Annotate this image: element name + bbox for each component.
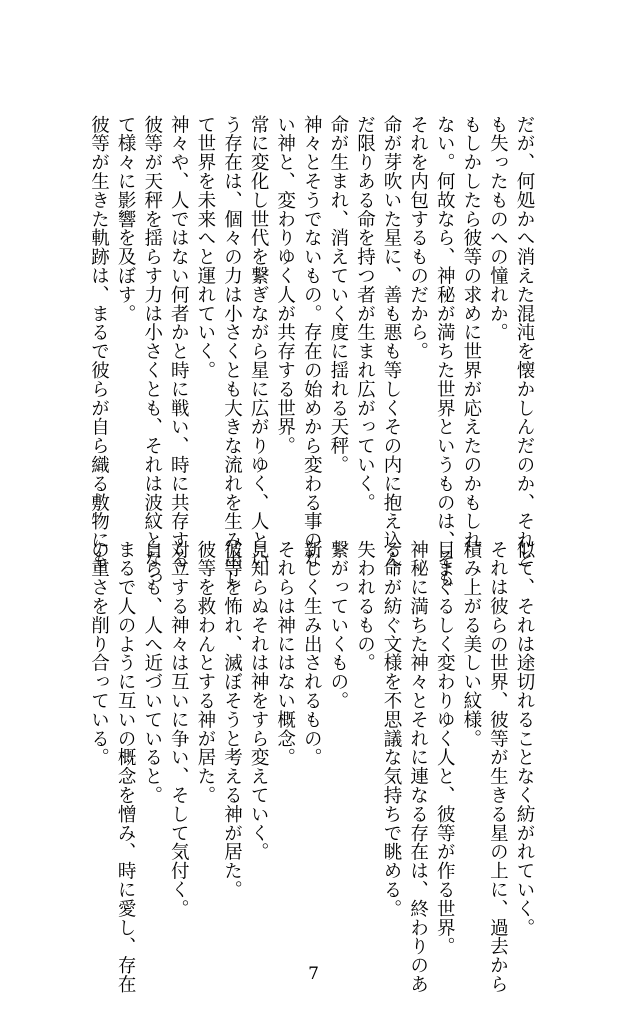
text-line: 似て、それは途切れることなく紡がれていく。: [514, 540, 535, 937]
text-line: 繋がっていくもの。: [327, 540, 349, 711]
text-line: 見知らぬそれは神をすら変えていく。: [248, 540, 270, 862]
text-line: 彼等を救わんとする神が居た。: [194, 540, 216, 805]
text-line: 自らも、人へ近づいていると。: [141, 540, 163, 805]
upper-text-block: [85, 115, 537, 588]
text-line: まるで人のように互いの概念を憎み、時に愛し、存在: [115, 540, 137, 994]
lower-text-block: [85, 540, 537, 994]
text-line: 常に変化し世代を繋ぎながら星に広がりゆく、人とい: [248, 115, 270, 569]
text-line: それらは神にはない概念。: [274, 540, 296, 767]
text-line: それは彼らの世界、彼等が生きる星の上に、過去から: [487, 540, 509, 994]
text-line: 新しく生み出されるもの。: [301, 540, 323, 767]
text-line: 神秘に満ちた神々とそれに連なる存在は、終わりのあ: [407, 540, 429, 994]
text-line: ない。何故なら、神秘が満ちた世界というものは、そも: [434, 115, 456, 588]
text-line: い神と、変わりゆく人が共存する世界。: [274, 115, 296, 456]
text-line: る命が紡ぐ文様を不思議な気持ちで眺める。: [381, 540, 403, 918]
text-line: も失ったものへの憧れか。: [487, 115, 509, 342]
text-line: だ限りある命を持つ者が生まれ広がっていく。: [354, 115, 376, 512]
text-line: 対立する神々は互いに争い、そして気付く。: [168, 540, 190, 918]
text-line: 神々や、人ではない何者かと時に戦い、時に共存する: [168, 115, 190, 569]
text-line: て世界を未来へと運れていく。: [194, 115, 216, 380]
text-line: う存在は、個々の力は小さくとも大きな流れを生み出し: [221, 115, 243, 588]
text-line: の重さを削り合っている。: [88, 540, 110, 767]
text-line: 彼等を怖れ、滅ぼそうと考える神が居た。: [221, 540, 243, 900]
text-line: 失われるもの。: [354, 540, 376, 673]
text-line: 彼等が生きた軌跡は、まるで彼らが自ら織る敷物にも: [88, 115, 110, 569]
text-line: もしかしたら彼等の求めに世界が応えたのかもしれ: [460, 115, 482, 550]
text-line: 積み上がる美しい紋様。: [460, 540, 482, 748]
text-line: 命が芽吹いた星に、善も悪も等しくその内に抱え込ん: [381, 115, 403, 569]
text-line: 目まぐるしく変わりゆく人と、彼等が作る世界。: [434, 540, 456, 956]
text-line: 神々とそうでないもの。存在の始めから変わる事のな: [301, 115, 323, 569]
text-line: それを内包するものだから。: [407, 115, 429, 361]
text-line: 彼等が天秤を揺らす力は小さくとも、それは波紋となっ: [141, 115, 163, 588]
text-line: て様々に影響を及ぼす。: [115, 115, 137, 323]
text-line: だが、何処かへ消えた混沌を懐かしんだのか、それと: [514, 115, 535, 569]
text-line: 命が生まれ、消えていく度に揺れる天秤。: [327, 115, 349, 475]
page-number: 7: [308, 964, 319, 984]
